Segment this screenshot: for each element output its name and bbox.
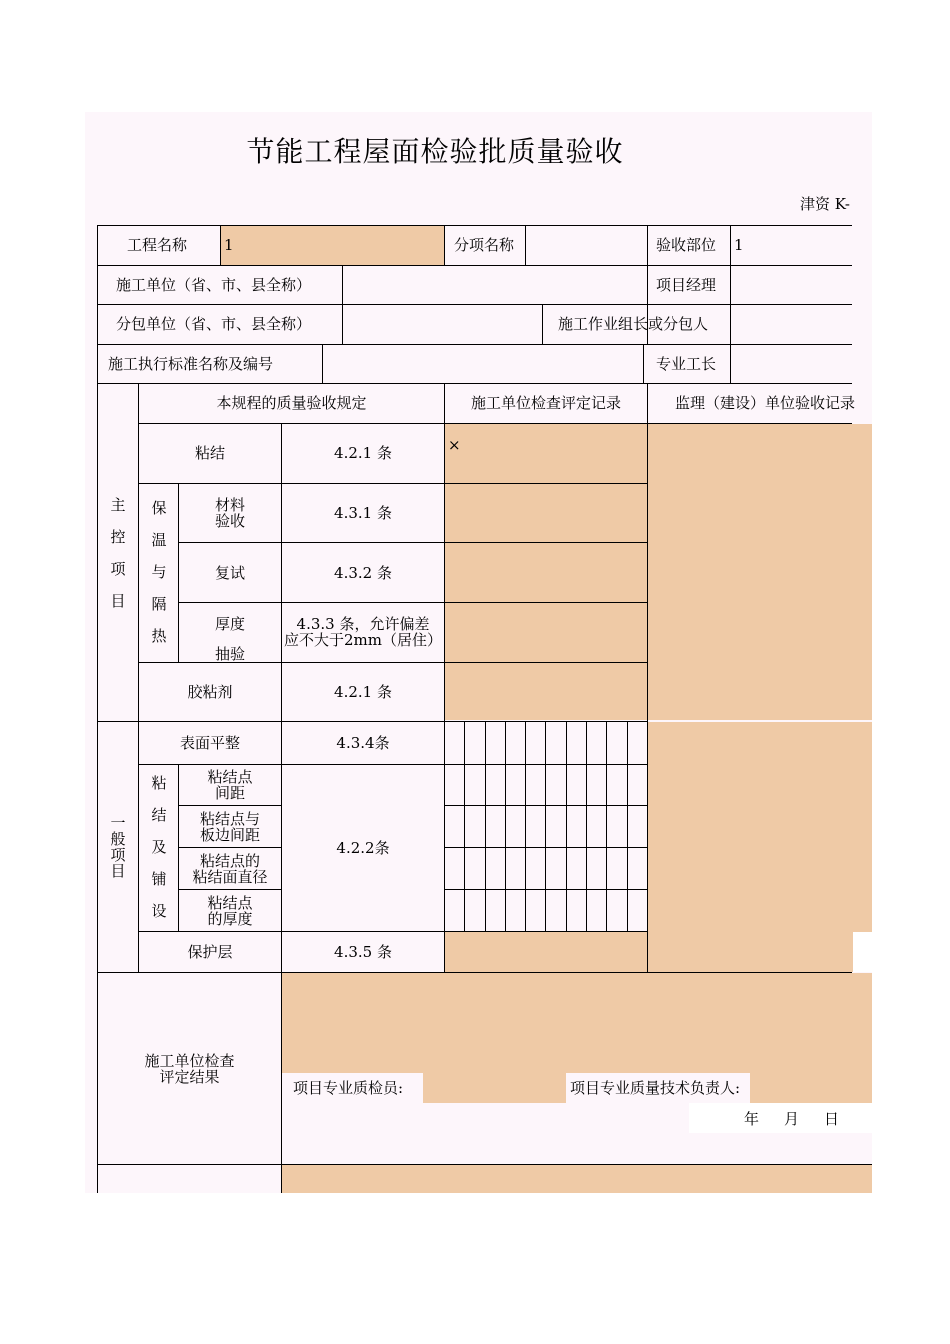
row-bonding-mark[interactable]: × <box>448 436 461 454</box>
row-retest-name: 复试 <box>214 564 245 582</box>
row-flatness-clause: 4.3.4条 <box>336 734 390 752</box>
row-thickness-name: 厚度 抽验 <box>214 615 245 663</box>
form-code: 津资 K- <box>800 195 850 213</box>
row-protective-name: 保护层 <box>187 943 233 961</box>
inspector-signature-field <box>423 1073 566 1103</box>
page-title: 节能工程屋面检验批质量验收 <box>246 135 624 168</box>
date-year: 年 <box>744 1110 760 1128</box>
bonding-group-label: 粘 结 及 铺 设 <box>151 774 167 920</box>
contractor-record-area <box>445 424 648 720</box>
inspection-part-value[interactable]: 1 <box>734 236 744 254</box>
contractor-record-header: 施工单位检查评定记录 <box>470 394 621 412</box>
insulation-group-label: 保 温 与 隔 热 <box>151 499 167 645</box>
regulation-column-header: 本规程的质量验收规定 <box>216 394 367 412</box>
row-spacing-name: 粘结点 间距 <box>207 768 253 802</box>
row-bonding-clause-general: 4.2.2条 <box>336 839 390 857</box>
row-flatness-name: 表面平整 <box>179 734 240 752</box>
tech-lead-label: 项目专业质量技术负责人: <box>570 1079 741 1097</box>
result-label: 施工单位检查 评定结果 <box>144 1052 235 1086</box>
row-protective-clause: 4.3.5 条 <box>334 943 392 961</box>
supervisor-record-area <box>648 424 872 720</box>
tech-lead-signature-field <box>750 1073 872 1103</box>
row-thickness-clause: 4.3.3 条，允许偏差 应不大于2mm（居住） <box>284 615 442 649</box>
project-manager-label: 项目经理 <box>656 276 717 294</box>
row-bonding-name: 粘结 <box>194 444 225 462</box>
date-month: 月 <box>784 1110 800 1128</box>
row-edge-distance-name: 粘结点与 板边间距 <box>199 810 260 844</box>
main-items-group-label: 主 控 项 目 <box>110 496 126 610</box>
subcontract-unit-label: 分包单位（省、市、县全称） <box>116 315 312 333</box>
project-name-field-bg <box>221 226 444 265</box>
result-area-top <box>282 973 872 1073</box>
row-adhesive-clause: 4.2.1 条 <box>334 683 392 701</box>
row-material-name: 材料 验收 <box>214 496 245 530</box>
row-adhesive-name: 胶粘剂 <box>187 683 233 701</box>
general-items-group-label: 一 般 项 目 <box>110 814 126 880</box>
row-retest-clause: 4.3.2 条 <box>334 564 392 582</box>
date-day: 日 <box>824 1110 840 1128</box>
project-name-label: 工程名称 <box>127 236 188 254</box>
team-leader-label: 施工作业组长或分包人 <box>558 315 709 333</box>
row-bonding-clause: 4.2.1 条 <box>334 444 392 462</box>
row-diameter-name: 粘结点的 粘结面直径 <box>192 852 268 886</box>
row-material-clause: 4.3.1 条 <box>334 504 392 522</box>
project-name-value[interactable]: 1 <box>224 236 234 254</box>
foreman-label: 专业工长 <box>656 355 717 373</box>
sub-item-label: 分项名称 <box>454 236 515 254</box>
date-bg <box>689 1103 872 1133</box>
inspector-label: 项目专业质检员: <box>293 1079 404 1097</box>
supervisor-general-area <box>648 722 872 972</box>
construction-unit-label: 施工单位（省、市、县全称） <box>116 276 312 294</box>
row-dot-thickness-name: 粘结点 的厚度 <box>207 894 253 928</box>
protective-layer-record-bg <box>445 932 648 972</box>
next-section-bg <box>282 1165 872 1193</box>
supervisor-record-header: 监理（建设）单位验收记录 <box>675 394 856 412</box>
inspection-part-label: 验收部位 <box>656 236 717 254</box>
right-gap <box>853 932 872 972</box>
standard-label: 施工执行标准名称及编号 <box>108 355 274 373</box>
